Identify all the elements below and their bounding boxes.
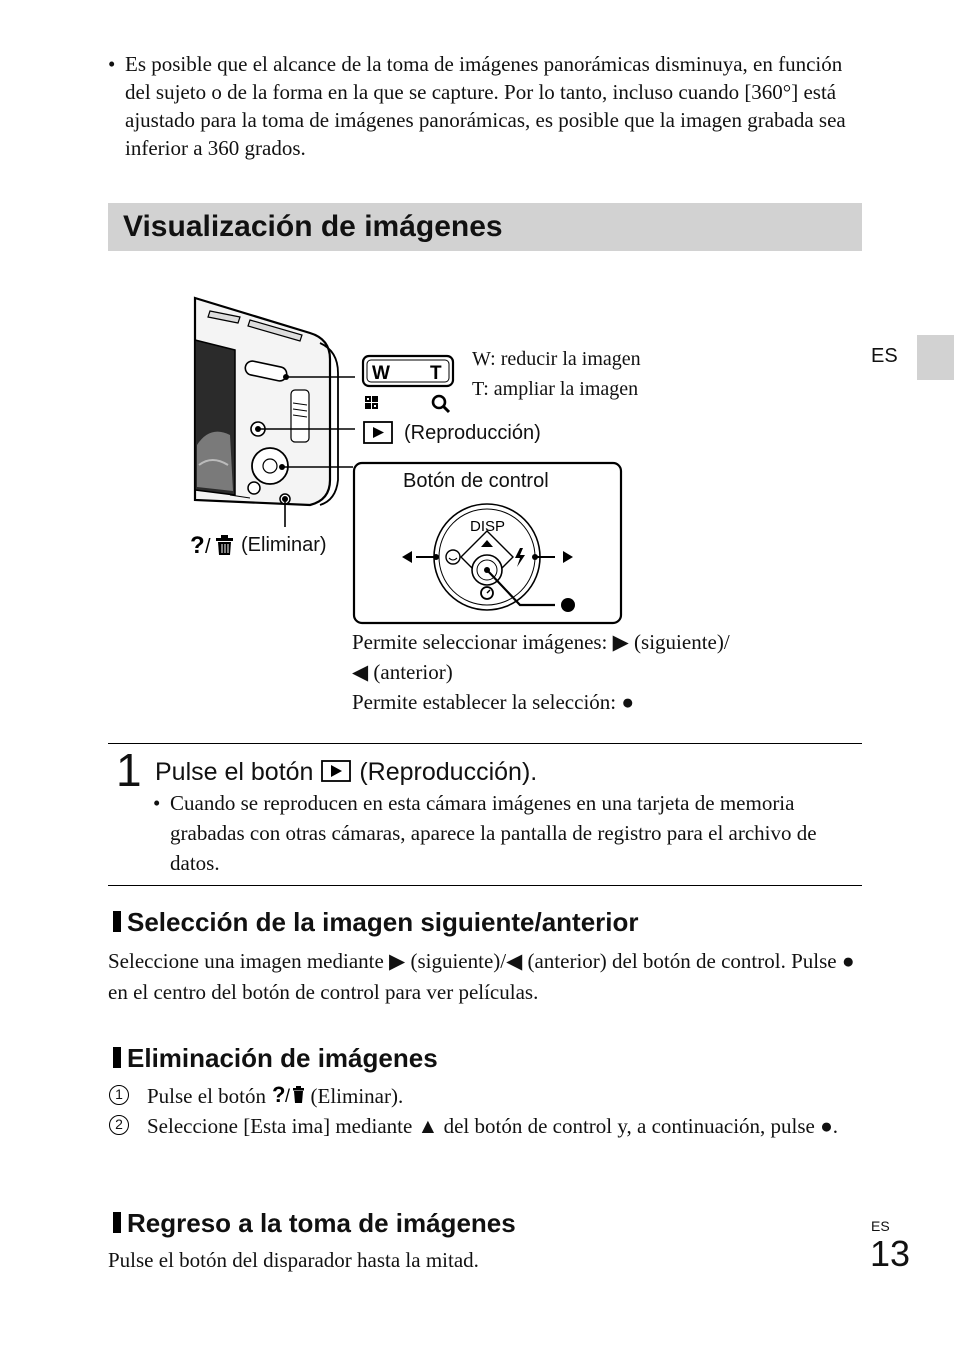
svg-text:/: / bbox=[285, 1086, 291, 1106]
camera-illustration bbox=[195, 298, 338, 505]
page-number: 13 bbox=[870, 1233, 911, 1274]
selection-line-2: ◀ (anterior) bbox=[352, 660, 453, 684]
help-delete-icon bbox=[190, 532, 233, 559]
zoom-w-label: W: reducir la imagen bbox=[472, 348, 641, 370]
step-note bbox=[153, 788, 853, 878]
intro-text: Es posible que el alcance de la toma de imágenes panorámicas disminuya, en función del sujeto o de la forma en la que se capture. Por lo tanto, incluso cuando [360°] está ajustado para la toma de imágenes panorámicas, es posible que la imagen grabada sea inferior a 360 grados. bbox=[125, 52, 846, 160]
svg-text:?: ? bbox=[272, 1082, 286, 1106]
footer-language: ES bbox=[871, 1218, 890, 1234]
disp-label: DISP bbox=[470, 518, 506, 535]
subheading-next-prev bbox=[110, 906, 639, 938]
step-top-rule bbox=[108, 743, 862, 744]
subheading-return-shooting-text: Regreso a la toma de imágenes bbox=[127, 1208, 516, 1238]
subheading-delete-text: Eliminación de imágenes bbox=[127, 1043, 438, 1073]
step-note-text: Cuando se reproducen en esta cámara imágenes en una tarjeta de memoria grabadas con otras cámaras, aparece la pantalla de registro para el archivo de datos. bbox=[170, 791, 817, 875]
return-shooting-paragraph: Pulse el botón del disparador hasta la mitad. bbox=[108, 1248, 479, 1272]
index-grid-icon bbox=[365, 396, 378, 409]
list-item bbox=[108, 1081, 863, 1111]
bullet: • bbox=[153, 791, 161, 815]
delete-steps-list bbox=[108, 1081, 863, 1141]
step-circle-1: 1 bbox=[109, 1085, 129, 1105]
delete-label: (Eliminar) bbox=[241, 534, 327, 556]
list-item bbox=[108, 1111, 863, 1141]
delete-step-1-post: (Eliminar). bbox=[310, 1084, 404, 1108]
control-button-title: Botón de control bbox=[403, 470, 549, 492]
step-title-post: (Reproducción). bbox=[359, 758, 538, 786]
subheading-marker-icon bbox=[110, 1047, 121, 1068]
intro-note bbox=[108, 50, 863, 162]
bullet: • bbox=[108, 52, 116, 76]
section-title: Visualización de imágenes bbox=[123, 210, 503, 243]
svg-text:/: / bbox=[205, 536, 211, 558]
delete-step-1-pre: Pulse el botón bbox=[147, 1084, 266, 1108]
side-language-label: ES bbox=[871, 345, 898, 367]
svg-text:?: ? bbox=[190, 532, 205, 559]
step-number: 1 bbox=[116, 744, 142, 796]
selection-notes bbox=[352, 627, 852, 717]
selection-line-3: Permite establecer la selección: ● bbox=[352, 690, 635, 714]
delete-step-2-text: Seleccione [Esta ima] mediante ▲ del botón de control y, a continuación, pulse ●. bbox=[147, 1114, 839, 1138]
playback-icon bbox=[320, 759, 352, 783]
step-circle-2: 2 bbox=[109, 1115, 129, 1135]
next-prev-paragraph: Seleccione una imagen mediante ▶ (siguiente)/◀ (anterior) del botón de control. Pulse ● en el centro del botón de control para ver películas. bbox=[108, 949, 855, 1004]
control-wheel-icon bbox=[434, 504, 540, 610]
magnifier-icon bbox=[433, 396, 449, 412]
subheading-marker-icon bbox=[110, 911, 121, 932]
side-language-tab bbox=[917, 335, 954, 380]
zoom-wt-icon bbox=[363, 356, 453, 386]
center-dot-icon bbox=[561, 598, 575, 612]
step-title-pre: Pulse el botón bbox=[155, 758, 314, 786]
subheading-return-shooting bbox=[110, 1207, 516, 1239]
zoom-t-label: T: ampliar la imagen bbox=[472, 378, 639, 400]
step-title bbox=[155, 756, 537, 788]
playback-icon bbox=[364, 422, 392, 443]
zoom-t-glyph: T bbox=[430, 363, 442, 384]
playback-label: (Reproducción) bbox=[404, 422, 541, 444]
selection-line-1: Permite seleccionar imágenes: ▶ (siguiente)/ bbox=[352, 630, 730, 654]
subheading-delete bbox=[110, 1042, 438, 1074]
subheading-marker-icon bbox=[110, 1212, 121, 1233]
zoom-w-glyph: W bbox=[372, 363, 390, 384]
step-bottom-rule bbox=[108, 885, 862, 886]
help-delete-icon bbox=[271, 1082, 305, 1106]
subheading-next-prev-text: Selección de la imagen siguiente/anterior bbox=[127, 907, 639, 937]
